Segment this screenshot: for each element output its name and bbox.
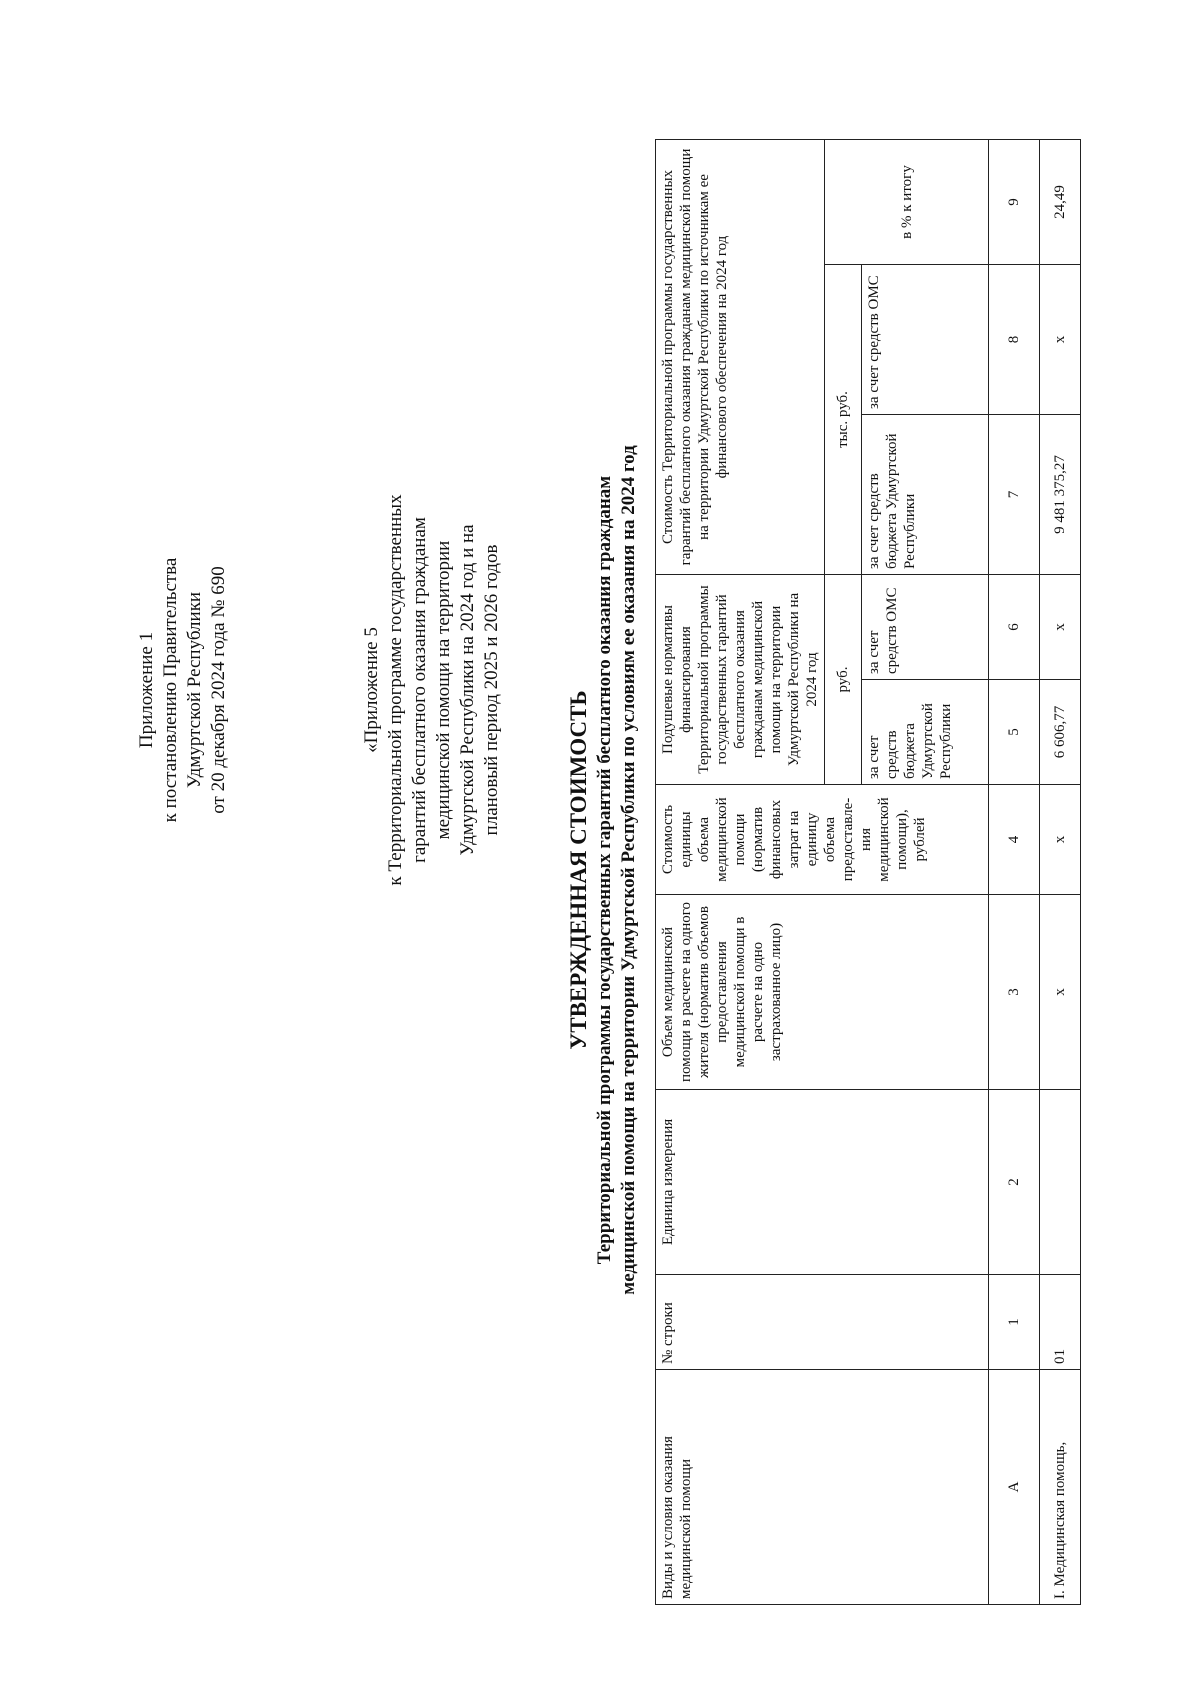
column-number: 5: [989, 680, 1040, 785]
table-row: [1040, 139, 1081, 1604]
appendix-5-line: к Территориальной программе государственных: [385, 494, 406, 886]
header-kinds-conditions: Виды и условия оказания медицинской помощи: [656, 1370, 989, 1605]
cell-budget-per-capita: 6 606,77: [1040, 680, 1081, 785]
header-program-cost-group: Стоимость Территориальной программы государственных гарантий бесплатного оказания гражданам медицинской помощи на территории Удмуртской Республики по источникам ее финансового обеспечения на 2024 год: [656, 139, 825, 574]
appendix-5-line: медицинской помощи на территории: [433, 540, 454, 840]
cost-table: [655, 139, 1081, 1605]
header-unit-cost: Стоимость единицы объема медицинской помощи (норматив финансовых затрат на единицу объема предоставле-ния медицинской помощи), рублей: [656, 785, 989, 895]
header-per-capita-group: Подушевые нормативы финансирования Территориальной программы государственных гарантий бесплатного оказания гражданам медицинской помощи на территории Удмуртской Республики на 2024 год: [656, 575, 825, 785]
cell-unit-cost: x: [1040, 785, 1081, 895]
document-title: [565, 220, 641, 1520]
header-unit: Единица измерения: [656, 1090, 989, 1275]
column-number: 4: [989, 785, 1040, 895]
appendix-5-block: [360, 410, 504, 970]
rotated-page: [60, 40, 1160, 1660]
header-volume: Объем медицинской помощи в расчете на одного жителя (норматив объемов предоставления медицинской помощи в расчете на одно застрахованное лицо): [656, 895, 989, 1090]
header-col-6: за счет средств ОМС: [862, 575, 989, 680]
column-number: 9: [989, 139, 1040, 264]
cell-name: I. Медицинская помощь,: [1040, 1370, 1081, 1605]
appendix-1-block: [135, 410, 231, 970]
appendix-5-line: плановый период 2025 и 2026 годов: [481, 544, 502, 836]
header-pct-total: в % к итогу: [825, 139, 989, 264]
appendix-1-line: от 20 декабря 2024 года № 690: [208, 566, 229, 814]
cell-oms-total: x: [1040, 265, 1081, 415]
cell-unit: [1040, 1090, 1081, 1275]
cell-row-number: 01: [1040, 1275, 1081, 1370]
title-subtitle-line: Территориальной программы государственных гарантий бесплатного оказания гражданам: [594, 475, 615, 1265]
cell-volume: x: [1040, 895, 1081, 1090]
appendix-1-line: Удмуртской Республики: [184, 591, 205, 789]
header-unit-rub: руб.: [825, 575, 862, 785]
column-number: 6: [989, 575, 1040, 680]
column-number: А: [989, 1370, 1040, 1605]
header-row-number: № строки: [656, 1275, 989, 1370]
cell-budget-total: 9 481 375,27: [1040, 415, 1081, 575]
header-col-5: за счет средств бюджета Удмуртской Республики: [862, 680, 989, 785]
header-col-8: за счет средств ОМС: [862, 265, 989, 415]
column-number: 7: [989, 415, 1040, 575]
column-number: 3: [989, 895, 1040, 1090]
appendix-1-line: Приложение 1: [136, 631, 157, 749]
column-number: 8: [989, 265, 1040, 415]
title-main: УТВЕРЖДЕННАЯ СТОИМОСТЬ: [566, 690, 591, 1050]
appendix-5-line: гарантий бесплатного оказания гражданам: [409, 517, 430, 863]
header-unit-thous-rub: тыс. руб.: [825, 265, 862, 575]
title-subtitle-line: медицинской помощи на территории Удмуртской Республики по условиям ее оказания на 2024 год: [618, 445, 639, 1295]
appendix-5-line: «Приложение 5: [361, 627, 382, 753]
column-number: 1: [989, 1275, 1040, 1370]
cell-pct: 24,49: [1040, 139, 1081, 264]
cell-oms-per-capita: x: [1040, 575, 1081, 680]
appendix-5-line: Удмуртской Республики на 2024 год и на: [457, 524, 478, 856]
column-number: 2: [989, 1090, 1040, 1275]
appendix-1-line: к постановлению Правительства: [160, 557, 181, 823]
header-col-7: за счет средств бюджета Удмуртской Республики: [862, 415, 989, 575]
